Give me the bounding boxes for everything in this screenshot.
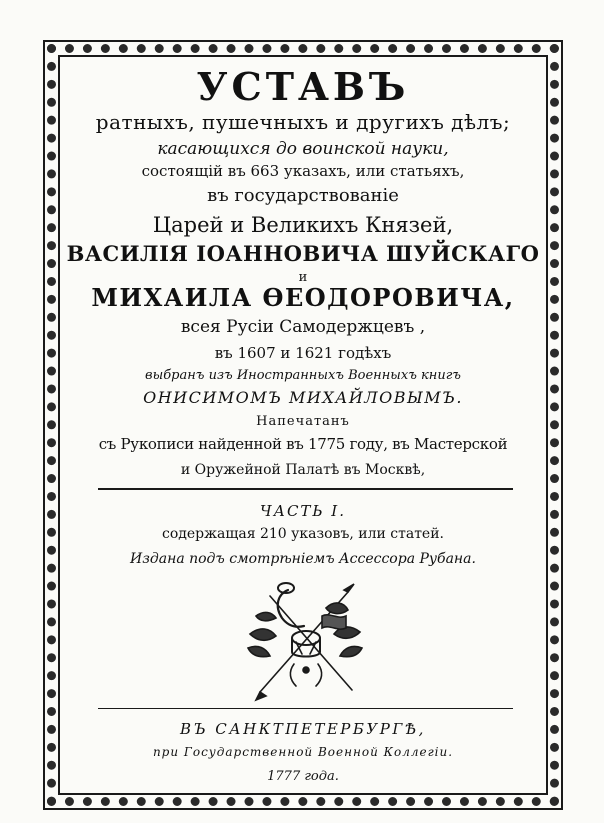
tsar-name-1: ВАСИЛІЯ ІОАННОВИЧА ШУЙСКАГО <box>66 241 540 266</box>
subtitle-line-1: ратныхъ, пушечныхъ и другихъ дѣлъ; <box>95 110 511 134</box>
divider-rule-bottom <box>98 708 513 709</box>
compiler-name: ОНИСИМОМЪ МИХАЙЛОВЫМЪ. <box>143 388 463 407</box>
manuscript-line: съ Рукописи найденной въ 1775 году, въ Мастерской <box>98 435 508 453</box>
part-contents: содержащая 210 указовъ, или статей. <box>161 526 445 542</box>
imprint-year: 1777 года. <box>267 769 339 784</box>
part-heading: ЧАСТЬ I. <box>259 502 346 520</box>
autocrats-line: всея Русіи Самодержцевъ , <box>180 317 426 337</box>
divider-rule-top <box>98 488 513 490</box>
compiled-from-line: выбранъ изъ Иностранныхъ Военныхъ книгъ <box>145 368 461 383</box>
title-page-text <box>62 60 544 790</box>
imprint-city: ВЪ САНКТПЕТЕРБУРГѢ, <box>180 720 426 738</box>
tsar-name-2: МИХАИЛА ѲЕОДОРОВИЧА, <box>91 283 515 312</box>
military-trophy-vignette <box>230 572 380 702</box>
main-title: УСТАВЪ <box>196 64 410 109</box>
printed-label: Напечатанъ <box>256 414 350 429</box>
subtitle-line-2: касающихся до воинской науки, <box>157 139 449 159</box>
subtitle-line-3: состоящій въ 663 указахъ, или статьяхъ, <box>141 162 465 180</box>
editor-line: Издана подъ смотрѣніемъ Ассессора Рубана. <box>130 551 476 567</box>
subtitle-line-4: въ государствованіе <box>207 185 399 206</box>
armory-line: и Оружейной Палатѣ въ Москвѣ, <box>180 462 426 478</box>
imprint-press: при Государственной Военной Коллегіи. <box>152 745 454 759</box>
conjunction: и <box>298 270 308 285</box>
subtitle-line-5: Царей и Великихъ Князей, <box>152 213 454 237</box>
years-line: въ 1607 и 1621 годѣхъ <box>214 344 392 362</box>
